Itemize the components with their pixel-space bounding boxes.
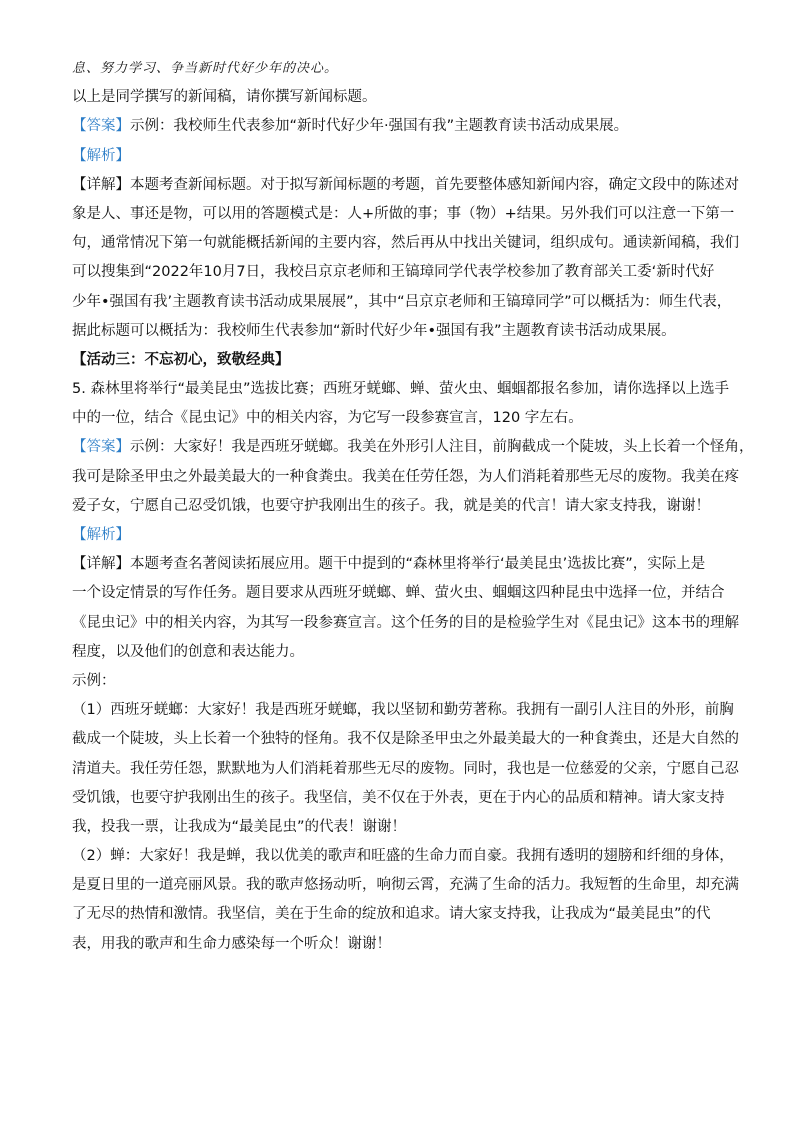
- text-line: [72, 877, 739, 894]
- line-text: 【活动三：不忘初心，致敬经典】: [72, 351, 290, 368]
- text-line: [72, 556, 732, 573]
- text-line: [72, 89, 732, 106]
- line-text: 了无尽的热情和激情。我坚信，美在于生命的绽放和追求。请大家支持我，让我成为“最美昆虫”的代: [72, 906, 711, 923]
- text-line: [72, 673, 732, 690]
- line-text: 示例：我校师生代表参加“新时代好少年·强国有我”主题教育读书活动成果展。: [130, 118, 629, 135]
- text-line: [72, 644, 732, 661]
- line-text: 据此标题可以概括为：我校师生代表参加“新时代好少年•强国有我”主题教育读书活动成果展。: [72, 322, 676, 339]
- line-text: 【详解】本题考查新闻标题。对于拟写新闻标题的考题，首先要整体感知新闻内容，确定文段中的陈述对: [72, 176, 739, 193]
- text-line: [72, 205, 735, 223]
- line-text: 清道夫。我任劳任怨，默默地为人们消耗着那些无尽的废物。同时，我也是一位慈爱的父亲，宁愿自己忍: [72, 760, 739, 777]
- line-text: 以上是同学撰写的新闻稿，请你撰写新闻标题。: [72, 89, 377, 106]
- line-text: 一个设定情景的写作任务。题目要求从西班牙蜣螂、蝉、萤火虫、蝈蝈这四种昆虫中选择一位，并结合: [72, 585, 725, 602]
- line-text: 5. 森林里将举行“最美昆虫”选拔比赛；西班牙蜣螂、蝉、萤火虫、蝈蝈都报名参加，请你选择以上选手: [72, 381, 729, 398]
- text-line: [72, 60, 732, 77]
- line-text: 爱子女，宁愿自己忍受饥饿，也要守护我刚出生的孩子。我，就是美的代言！请大家支持我，谢谢！: [72, 497, 710, 514]
- text-line: [72, 118, 732, 135]
- text-line: [72, 439, 754, 456]
- text-line: [72, 819, 732, 836]
- text-line: [72, 790, 732, 807]
- text-line: [72, 148, 732, 165]
- text-line: [72, 498, 732, 515]
- text-line: [72, 468, 739, 486]
- line-text: 《昆虫记》中的相关内容，为其写一段参赛宣言。这个任务的目的是检验学生对《昆虫记》这本书的理解: [72, 614, 739, 631]
- text-line: [72, 760, 739, 778]
- text-line: [72, 176, 739, 194]
- line-text: 中的一位，结合《昆虫记》中的相关内容，为它写一段参赛宣言，120 字左右。: [72, 410, 583, 427]
- line-text: 可以搜集到“2022年10月7日，我校吕京京老师和王镐璋同学代表学校参加了教育部关工委‘新时代好: [72, 264, 715, 281]
- text-line: [72, 235, 739, 252]
- text-line: [72, 731, 739, 748]
- text-line: [72, 585, 732, 602]
- line-text: 句，通常情况下第一句就能概括新闻的主要内容，然后再从中找出关键词，组织成句。通读新闻稿，我们: [72, 235, 739, 252]
- line-text: 是夏日里的一道亮丽风景。我的歌声悠扬动听，响彻云霄，充满了生命的活力。我短暂的生命里，却充满: [72, 877, 739, 894]
- line-text: 示例：: [72, 672, 116, 689]
- line-text: 息、努力学习、争当新时代好少年的决心。: [72, 61, 339, 76]
- line-text: 程度，以及他们的创意和表达能力。: [72, 643, 304, 660]
- line-text: 截成一个陡坡，头上长着一个独特的怪角。我不仅是除圣甲虫之外最美最大的一种食粪虫，还是大自然的: [72, 731, 739, 748]
- text-line: [72, 381, 732, 398]
- text-line: [72, 936, 732, 953]
- text-line: [72, 323, 732, 340]
- section-tag: 【解析】: [72, 527, 130, 543]
- text-line: [72, 527, 732, 544]
- text-line: [72, 352, 732, 369]
- line-text: （1）西班牙蜣螂：大家好！我是西班牙蜣螂，我以坚韧和勤劳著称。我拥有一副引人注目的外形，前胸: [72, 702, 734, 719]
- line-text: 受饥饿，也要守护我刚出生的孩子。我坚信，美不仅在于外表，更在于内心的品质和精神。请大家支持: [72, 789, 725, 806]
- line-text: 象是人、事还是物，可以用的答题模式是：人+所做的事；事（物）+结果。另外我们可以注意一下第一: [72, 205, 735, 222]
- line-text: （2）蝉：大家好！我是蝉，我以优美的歌声和旺盛的生命力而自豪。我拥有透明的翅膀和纤细的身体，: [72, 848, 734, 865]
- section-tag: 【解析】: [72, 147, 130, 164]
- line-text: 我可是除圣甲虫之外最美最大的一种食粪虫。我美在任劳任怨，为人们消耗着那些无尽的废物。我美在疼: [72, 468, 739, 485]
- text-line: [72, 614, 739, 632]
- text-line: [72, 906, 732, 923]
- line-text: 表，用我的歌声和生命力感染每一个听众！谢谢！: [72, 935, 391, 952]
- line-text: 【详解】本题考查名著阅读拓展应用。题干中提到的“森林里将举行‘最美昆虫’选拔比赛”，实际上是: [72, 556, 706, 573]
- document-page: [72, 60, 754, 965]
- text-line: [72, 848, 732, 865]
- text-line: [72, 702, 732, 719]
- text-line: [72, 294, 732, 311]
- text-line: [72, 264, 732, 281]
- line-text: 我，投我一票，让我成为“最美昆虫”的代表！谢谢！: [72, 818, 407, 835]
- line-text: 少年•强国有我’主题教育读书活动成果展展”，其中“吕京京老师和王镐璋同学”可以概括为：师生代表，: [72, 293, 732, 310]
- section-tag: 【答案】: [72, 118, 130, 135]
- section-tag: 【答案】: [72, 439, 130, 456]
- text-line: [72, 410, 732, 427]
- line-text: 示例：大家好！我是西班牙蜣螂。我美在外形引人注目，前胸截成一个陡坡，头上长着一个怪角，: [130, 439, 754, 456]
